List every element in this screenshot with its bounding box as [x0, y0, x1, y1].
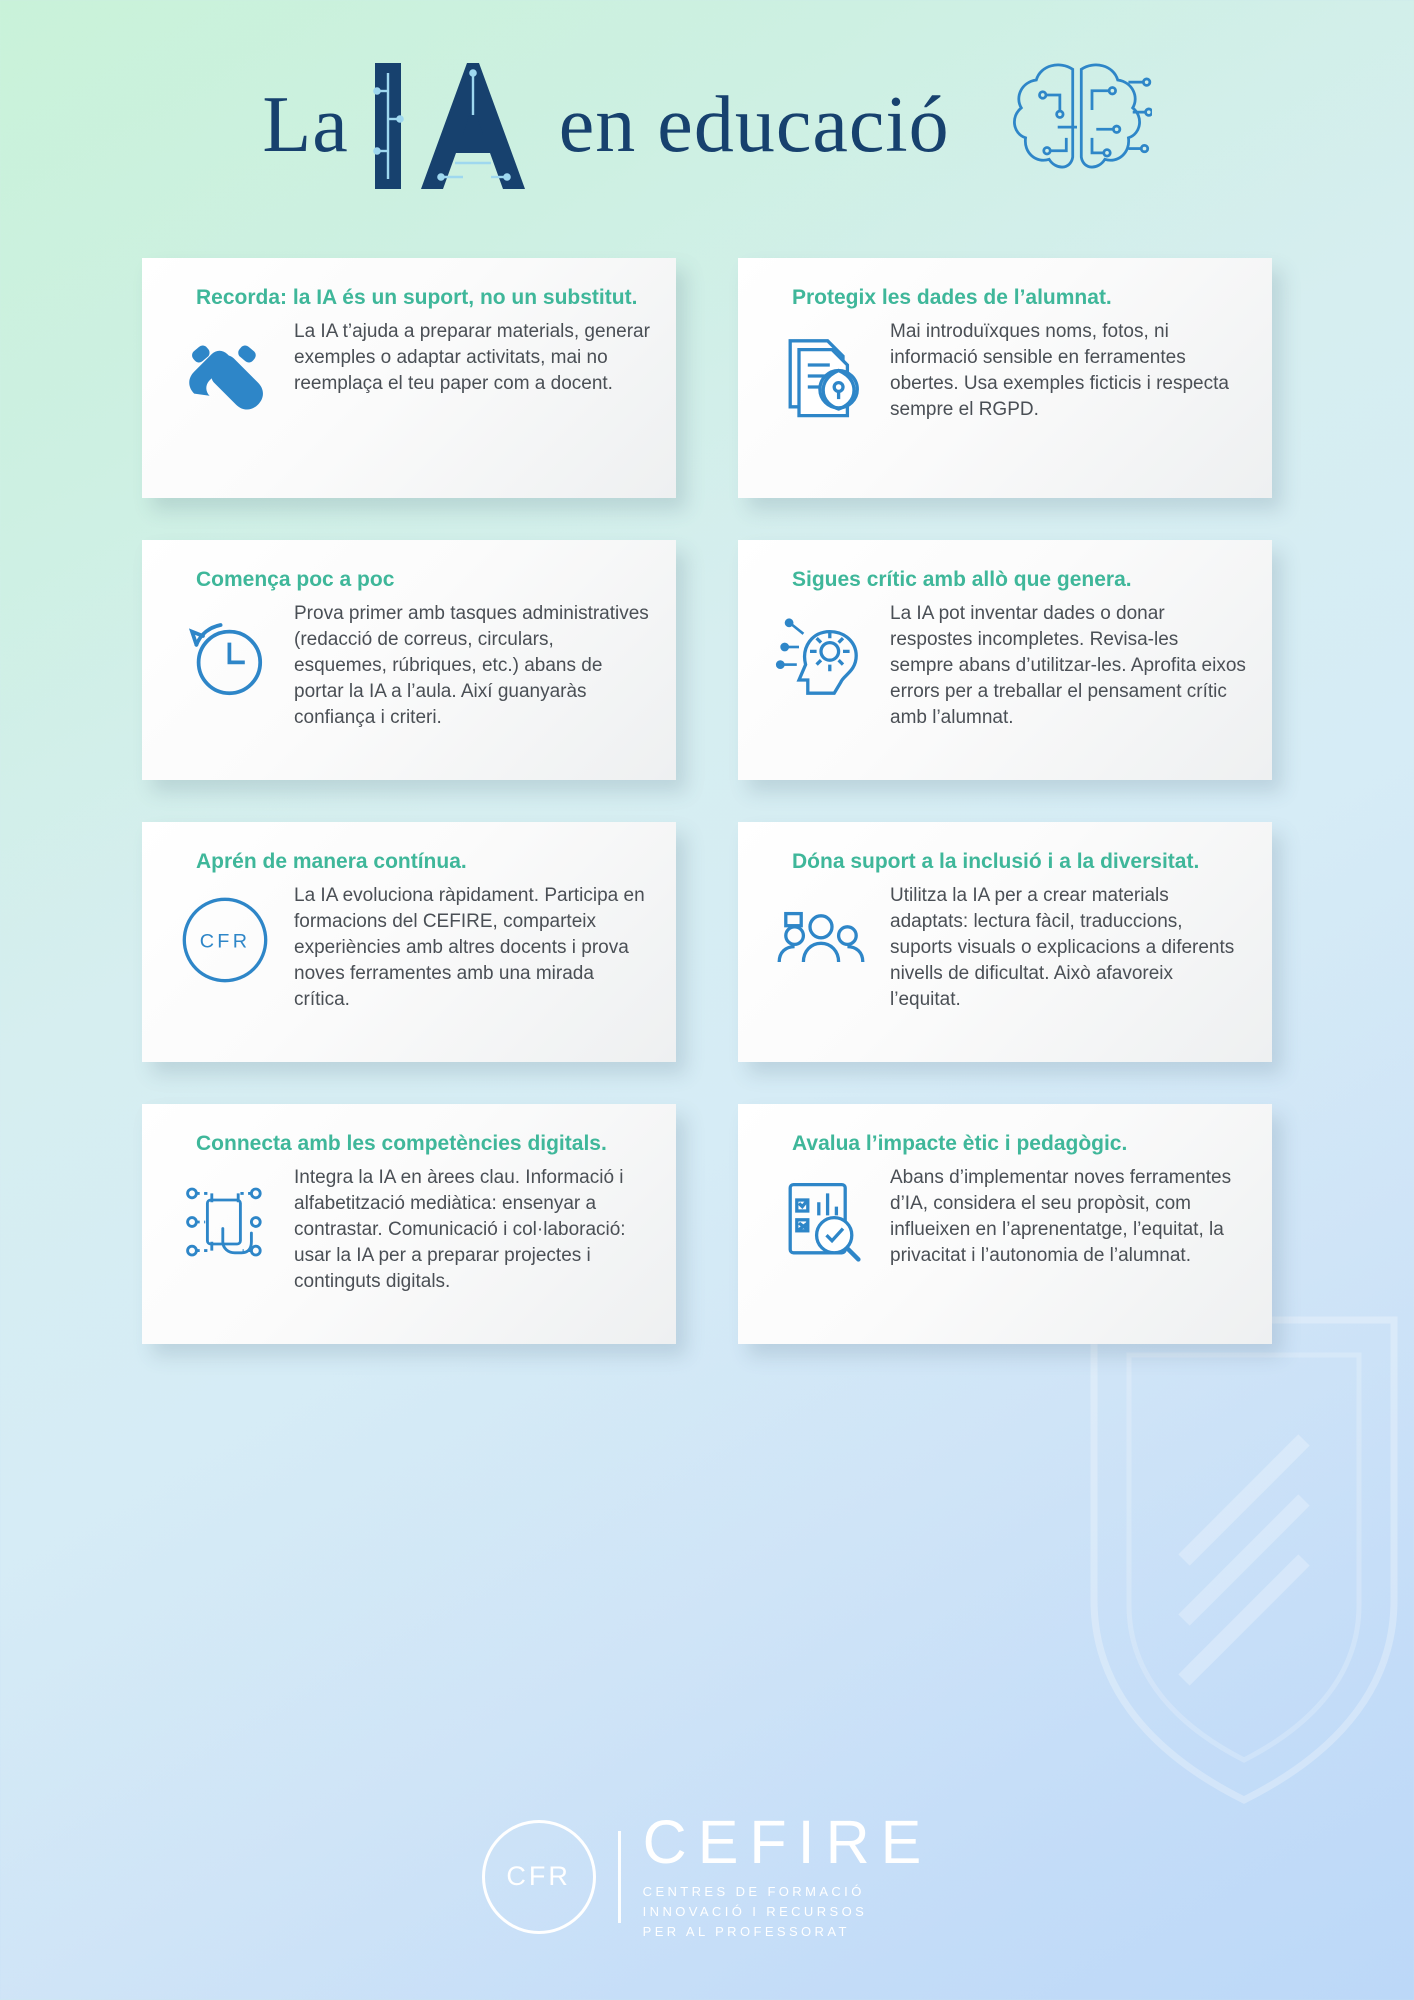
- card-text: La IA pot inventar dades o donar respostes incompletes. Revisa-les sempre abans d’utilitzar-les. Aprofita eixos errors per a treballar el pensament crític amb l’alumnat.: [890, 603, 1246, 729]
- card-body: [170, 877, 650, 1013]
- people-group-icon: [766, 885, 876, 995]
- tip-card: [738, 258, 1272, 498]
- hand-touch-network-icon: [170, 1167, 280, 1277]
- card-title: Protegix les dades de l’alumnat.: [792, 286, 1112, 309]
- title-word-la: La: [262, 81, 349, 169]
- tip-card: [738, 822, 1272, 1062]
- card-title: Avalua l’impacte ètic i pedagògic.: [792, 1132, 1128, 1155]
- card-text: Mai introduïxques noms, fotos, ni informació sensible en ferramentes obertes. Usa exemples ficticis i respecta sempre el RGPD.: [890, 321, 1229, 421]
- document-lock-icon: [766, 321, 876, 431]
- footer-logo: [0, 1807, 1414, 1942]
- card-body: [766, 595, 1246, 731]
- card-text: Abans d’implementar noves ferramentes d’IA, considera el seu propòsit, com influeixen en l’aprenentatge, l’equitat, la privacitat i l’autonomia de l’alumnat.: [890, 1167, 1232, 1267]
- card-text: Utilitza la IA per a crear materials adaptats: lectura fàcil, traduccions, suports visuals o explicacions a diferents nivells de dificultat. Això afavoreix l’equitat.: [890, 885, 1235, 1011]
- card-text: Integra la IA en àrees clau. Informació i alfabetització mediàtica: ensenyar a contrastar. Comunicació i col·laboració: usar la IA per a preparar projectes i continguts digitals.: [294, 1167, 626, 1293]
- card-text: La IA evoluciona ràpidament. Participa en formacions del CEFIRE, comparteix experiències amb altres docents i prova noves ferramentes amb una mirada crítica.: [294, 885, 645, 1011]
- head-gear-circuit-icon: [766, 603, 876, 713]
- tip-card: [738, 1104, 1272, 1344]
- title-words-en-educacio: en educació: [558, 81, 950, 169]
- tips-grid: [142, 258, 1272, 1344]
- clock-arrow-icon: [170, 603, 280, 713]
- page-header: [0, 0, 1414, 250]
- card-title: Connecta amb les competències digitals.: [196, 1132, 607, 1155]
- card-title: Dóna suport a la inclusió i a la diversitat.: [792, 850, 1200, 873]
- card-body: [766, 877, 1246, 1013]
- tip-card: [142, 258, 676, 498]
- page-title: [262, 55, 949, 195]
- footer-cfr-mark: CFR: [482, 1820, 596, 1934]
- checklist-magnifier-icon: [766, 1167, 876, 1277]
- footer-brand-subtitle: [643, 1882, 933, 1942]
- tip-card: [142, 1104, 676, 1344]
- card-body: [170, 1159, 650, 1295]
- card-title: Comença poc a poc: [196, 568, 395, 591]
- handshake-icon: [170, 321, 280, 431]
- cfr-circle-icon: [170, 885, 280, 995]
- card-title: Sigues crític amb allò que genera.: [792, 568, 1132, 591]
- footer-sub-line-1: CENTRES DE FORMACIÓ: [642, 1883, 865, 1899]
- footer-brand: [642, 1807, 933, 1942]
- footer-sub-line-3: PER AL PROFESSORAT: [642, 1923, 850, 1939]
- brain-circuit-icon: [1002, 50, 1152, 200]
- card-body: [170, 313, 650, 437]
- footer-divider: [618, 1831, 621, 1923]
- shield-watermark: [1034, 1260, 1414, 1820]
- footer-sub-line-2: INNOVACIÓ I RECURSOS: [642, 1903, 868, 1919]
- footer-brand-name: CEFIRE: [642, 1807, 933, 1876]
- card-body: [766, 1159, 1246, 1283]
- tip-card: [142, 540, 676, 780]
- card-title: Aprén de manera contínua.: [196, 850, 467, 873]
- card-text: Prova primer amb tasques administratives (redacció de correus, circulars, esquemes, rúbriques, etc.) abans de portar la IA a l’aula. Així guanyaràs confiança i criteri.: [294, 603, 649, 729]
- card-text: La IA t’ajuda a preparar materials, generar exemples o adaptar activitats, mai no reemplaça el teu paper com a docent.: [294, 321, 650, 395]
- tip-card: [738, 540, 1272, 780]
- card-body: [170, 595, 650, 731]
- title-ia-circuit: [359, 55, 549, 195]
- card-title: Recorda: la IA és un suport, no un substitut.: [196, 286, 638, 309]
- card-body: [766, 313, 1246, 437]
- cfr-letters: CFR: [199, 930, 251, 953]
- tip-card: [142, 822, 676, 1062]
